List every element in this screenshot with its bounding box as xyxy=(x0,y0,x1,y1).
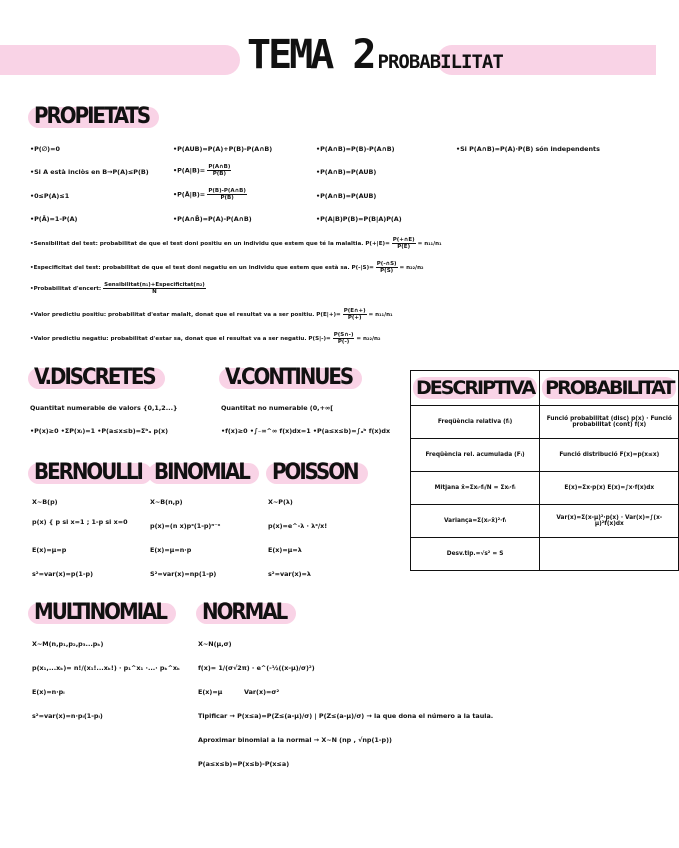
binomial-line3: E(x)=μ=n·p xyxy=(150,546,192,554)
table-row xyxy=(411,472,679,505)
table-header-probabilitat xyxy=(540,371,679,406)
bernoulli-line4: s²=var(x)=p(1-p) xyxy=(32,570,93,578)
poisson-line3: E(x)=μ=λ xyxy=(268,546,302,554)
multinomial-line2: p(x₁,...xₖ)= n!/(x₁!...xₖ!) · p₁^x₁ ·...· pₖ^xₖ xyxy=(32,664,181,672)
line-text: •Sensibilitat del test: probabilitat de que el test doni positiu en un individu que estem que té la malaltia. P(+|E)= xyxy=(30,241,390,247)
header-label: DESCRIPTIVA xyxy=(413,377,537,399)
line-text: •Valor predictiu negatiu: probabilitat d'estar sa, donat que el resultat va a ser negatiu. P(S|-)= xyxy=(30,336,331,342)
prop-r1-c4: •Si P(A∩B)=P(A)·P(B) són independents xyxy=(456,145,600,153)
prop-r1-c2: •P(AUB)=P(A)+P(B)-P(A∩B) xyxy=(173,145,273,153)
prop-r4-c3: •P(A|B)P(B)=P(B|A)P(A) xyxy=(316,215,402,223)
line-text: •Probabilitat d'encert: xyxy=(30,286,104,292)
bernoulli-line1: X~B(p) xyxy=(32,498,58,506)
prop-r2-c2 xyxy=(173,164,231,177)
prop-r3-c1: •0≤P(A)≤1 xyxy=(30,192,70,200)
prop-r2-c2-lhs: •P(A|B)= xyxy=(173,166,206,175)
multinomial-line3: E(x)=n·pᵢ xyxy=(32,688,65,696)
prop-r3-c2 xyxy=(173,188,247,201)
comparison-table xyxy=(410,370,679,571)
normal-line2: f(x)= 1/(σ√2π) · e^(-½((x-μ)/σ)²) xyxy=(198,664,315,672)
binomial-line1: X~B(n,p) xyxy=(150,498,183,506)
frac-num: P(-∩S) xyxy=(376,261,397,267)
frac-num: Sensibilitat(n₁)+Especificitat(n₂) xyxy=(104,282,205,288)
frac-den: P(B) xyxy=(220,195,234,201)
prop-r2-c3: •P(A∩B)=P(AUB) xyxy=(316,168,377,176)
table-cell xyxy=(540,538,679,571)
prop-r3-fraction xyxy=(207,188,247,201)
frac-num: P(A∩B) xyxy=(208,164,231,170)
table-header-row xyxy=(411,371,679,406)
esp-fraction xyxy=(376,261,398,274)
binomial-line2: p(x)=(n x)pˣ(1-p)ⁿ⁻ˣ xyxy=(150,522,221,530)
section-heading-bernoulli: BERNOULLI xyxy=(30,460,146,486)
table-row xyxy=(411,505,679,538)
title-sub: PROBABILITAT xyxy=(377,51,503,73)
table-cell: Variança=Σ(xᵢ-x̄)²·fᵢ xyxy=(411,505,540,538)
vpn-fraction xyxy=(333,332,355,345)
encert-fraction xyxy=(103,282,206,295)
table-row xyxy=(411,538,679,571)
table-cell: Funció probabilitat (disc) p(x) · Funció probabilitat (cont) f(x) xyxy=(540,406,679,439)
section-heading-binomial: BINOMIAL xyxy=(150,460,253,486)
prop-line-sensibilitat xyxy=(30,237,442,250)
frac-den: P(S) xyxy=(380,268,394,274)
title-main: TEMA 2 xyxy=(247,32,374,78)
normal-line1: X~N(μ,σ) xyxy=(198,640,232,648)
normal-line5: Aproximar binomial a la normal → X~N (np , √np(1-p)) xyxy=(198,736,392,744)
section-heading-vcontinues: V.CONTINUES xyxy=(221,365,356,391)
table-cell: Mitjana x̄=Σxᵢ·fᵢ/N = Σxᵢ·fᵢ xyxy=(411,472,540,505)
line-tail: = n₁₁/n₁ xyxy=(368,312,393,318)
frac-den: N xyxy=(152,289,157,295)
prop-r1-c3: •P(A∩B)=P(B)-P(A∩B) xyxy=(316,145,395,153)
vcontinues-line1: Quantitat no numerable (0,+∞[ xyxy=(221,404,334,412)
frac-den: P(E) xyxy=(397,244,411,250)
binomial-line4: S²=var(x)=np(1-p) xyxy=(150,570,217,578)
bernoulli-line2: p(x) { p si x=1 ; 1-p si x=0 xyxy=(32,518,128,526)
vdiscretes-line2: •P(x)≥0 •ΣP(xᵢ)=1 •P(a≤x≤b)=Σᵇₐ p(x) xyxy=(30,427,169,435)
normal-line6: P(a≤x≤b)=P(x≤b)-P(x≤a) xyxy=(198,760,290,768)
line-tail: = n₂₂/n₂ xyxy=(399,265,424,271)
vdiscretes-line1: Quantitat numerable de valors {0,1,2...} xyxy=(30,404,178,412)
section-heading-vdiscretes: V.DISCRETES xyxy=(30,365,159,391)
frac-num: P(+∩E) xyxy=(392,237,415,243)
normal-line4: Tipificar → P(x≤a)=P(Z≤(a-μ)/σ) | P(Z≤(a-μ)/σ) → la que dona el número a la taula. xyxy=(198,712,494,720)
prop-line-especificitat xyxy=(30,261,424,274)
line-tail: = n₁₁/n₁ xyxy=(417,241,442,247)
prop-r3-c3: •P(A∩B)=P(AUB) xyxy=(316,192,377,200)
table-header-descriptiva xyxy=(411,371,540,406)
bernoulli-line3: E(x)=μ=p xyxy=(32,546,67,554)
vcontinues-line2: •f(x)≥0 •∫₋∞^∞ f(x)dx=1 •P(a≤x≤b)=∫ₐᵇ f(x)dx xyxy=(221,427,391,435)
poisson-line2: p(x)=e^-λ · λˣ/x! xyxy=(268,522,328,530)
table-row xyxy=(411,439,679,472)
poisson-line1: X~P(λ) xyxy=(268,498,293,506)
line-text: •Valor predictiu positiu: probabilitat d'estar malalt, donat que el resultat va a ser positiu. P(E|+)= xyxy=(30,312,341,318)
prop-r2-c1: •Si A està inclòs en B→P(A)≤P(B) xyxy=(30,168,149,176)
prop-r2-fraction xyxy=(207,164,231,177)
header-label: PROBABILITAT xyxy=(542,377,676,399)
poisson-line4: s²=var(x)=λ xyxy=(268,570,311,578)
prop-r1-c1: •P(∅)=0 xyxy=(30,145,60,153)
sens-fraction xyxy=(392,237,416,250)
frac-den: P(+) xyxy=(347,315,362,321)
prop-line-vpp xyxy=(30,308,393,321)
table-cell: Freqüència relativa (fᵢ) xyxy=(411,406,540,439)
frac-num: P(E∩+) xyxy=(343,308,366,314)
vpp-fraction xyxy=(343,308,367,321)
frac-den: P(-) xyxy=(337,339,350,345)
prop-r4-c1: •P(Ā)=1-P(A) xyxy=(30,215,78,223)
line-tail: = n₂₂/n₂ xyxy=(356,336,381,342)
table-cell: Var(x)=Σ(x-μ)²·p(x) · Var(x)=∫(x-μ)²f(x)dx xyxy=(540,505,679,538)
normal-line3a: E(x)=μ xyxy=(198,688,223,696)
prop-line-encert xyxy=(30,282,206,295)
line-text: •Especificitat del test: probabilitat de que el test doni negatiu en un individu que estem que està sa. P(-|S)= xyxy=(30,265,374,271)
table-cell: Funció distribució F(x)=p(x≤x) xyxy=(540,439,679,472)
prop-line-vpn xyxy=(30,332,380,345)
multinomial-line1: X~M(n,p₁,p₂,p₃...pₖ) xyxy=(32,640,104,648)
multinomial-line4: s²=var(x)=n·pᵢ(1-pᵢ) xyxy=(32,712,103,720)
section-heading-poisson: POISSON xyxy=(268,460,362,486)
section-heading-normal: NORMAL xyxy=(198,600,290,626)
header-band-left xyxy=(0,45,240,75)
table-cell: Desv.tip.=√s² = S xyxy=(411,538,540,571)
page-title xyxy=(247,32,503,78)
frac-den: P(B) xyxy=(212,171,226,177)
prop-r3-c2-lhs: •P(Ā|B)= xyxy=(173,190,206,199)
normal-line3b: Var(x)=σ² xyxy=(244,688,280,696)
section-heading-multinomial: MULTINOMIAL xyxy=(30,600,170,626)
table-row xyxy=(411,406,679,439)
table-cell: Freqüència rel. acumulada (Fᵢ) xyxy=(411,439,540,472)
frac-num: P(B)-P(A∩B) xyxy=(208,188,246,194)
section-heading-propietats: PROPIETATS xyxy=(30,104,153,130)
frac-num: P(S∩-) xyxy=(333,332,354,338)
prop-r4-c2: •P(A∩B̄)=P(A)-P(A∩B) xyxy=(173,215,252,223)
table-cell: E(x)=Σx·p(x) E(x)=∫x·f(x)dx xyxy=(540,472,679,505)
